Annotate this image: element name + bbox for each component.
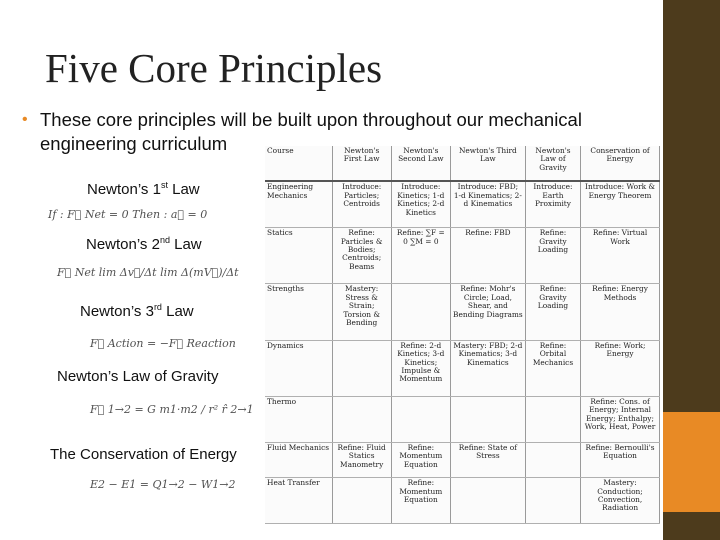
formula-energy: E2 − E1 = Q1→2 − W1→2 (90, 478, 236, 491)
table-header-cell: Newton's First Law (332, 146, 391, 181)
table-header-cell: Conservation of Energy (581, 146, 660, 181)
table-row (265, 181, 660, 227)
table-cell: Thermo (265, 397, 332, 443)
table-cell: Mastery: Conduction; Convection, Radiation (581, 478, 660, 524)
table-cell: Introduce: Kinetics; 1-d Kinetics; 2-d Kinetics (391, 181, 450, 227)
table-cell (450, 397, 525, 443)
table-cell: Refine: Momentum Equation (391, 478, 450, 524)
table-cell: Strengths (265, 284, 332, 340)
table-row (265, 478, 660, 524)
table-cell: Refine: FBD (450, 228, 525, 284)
table-cell: Refine: Orbital Mechanics (525, 340, 580, 396)
table-row (265, 284, 660, 340)
table-cell: Statics (265, 228, 332, 284)
table-cell: Refine: Gravity Loading (525, 284, 580, 340)
table-cell: Refine: State of Stress (450, 442, 525, 477)
table-cell: Refine: Bernoulli's Equation (581, 442, 660, 477)
table-cell (525, 442, 580, 477)
table-cell: Introduce: FBD; 1-d Kinematics; 2-d Kinematics (450, 181, 525, 227)
table-header-cell: Newton's Law of Gravity (525, 146, 580, 181)
table-cell: Refine: Fluid Statics Manometry (332, 442, 391, 477)
law-energy: The Conservation of Energy (50, 446, 237, 463)
table-row (265, 442, 660, 477)
table-cell (332, 340, 391, 396)
table-header-cell: Newton's Second Law (391, 146, 450, 181)
accent-block (663, 412, 720, 512)
table-cell (391, 284, 450, 340)
table-cell: Refine: Mohr's Circle; Load, Shear, and Bending Diagrams (450, 284, 525, 340)
table-cell: Introduce: Earth Proximity (525, 181, 580, 227)
bullet-text: These core principles will be built upon throughout our mechanical engineering curriculum (40, 109, 582, 154)
table-cell (525, 478, 580, 524)
table-cell: Mastery: FBD; 2-d Kinematics; 3-d Kinematics (450, 340, 525, 396)
formula-newton-3: F⃗ Action = −F⃗ Reaction (90, 337, 236, 350)
law-gravity: Newton’s Law of Gravity (57, 368, 219, 385)
table-cell (332, 397, 391, 443)
table-cell (450, 478, 525, 524)
table-cell: Introduce: Particles; Centroids (332, 181, 391, 227)
table-header-cell: Newton's Third Law (450, 146, 525, 181)
table-cell (391, 397, 450, 443)
table-cell: Fluid Mechanics (265, 442, 332, 477)
formula-gravity: F⃗ 1→2 = G m1·m2 / r² r̂ 2→1 (90, 403, 254, 416)
slide-title: Five Core Principles (45, 45, 383, 91)
table-row (265, 397, 660, 443)
table-cell: Refine: Virtual Work (581, 228, 660, 284)
table-row (265, 340, 660, 396)
bullet-icon: • (22, 111, 28, 128)
table-row (265, 228, 660, 284)
table-cell: Refine: Work; Energy (581, 340, 660, 396)
law-newton-2: Newton’s 2nd Law (86, 235, 202, 253)
table-cell: Heat Transfer (265, 478, 332, 524)
formula-newton-1: If : F⃗ Net = 0 Then : a⃗ = 0 (48, 208, 208, 221)
table-cell: Refine: Particles & Bodies; Centroids; Beams (332, 228, 391, 284)
table-cell: Refine: Energy Methods (581, 284, 660, 340)
table-cell: Introduce: Work & Energy Theorem (581, 181, 660, 227)
table-cell: Refine: Cons. of Energy; Internal Energy; Enthalpy; Work, Heat, Power (581, 397, 660, 443)
table-header-row (265, 146, 660, 181)
formula-newton-2: F⃗ Net lim Δv⃗/Δt lim Δ(mV⃗)/Δt (57, 266, 239, 279)
table-cell: Dynamics (265, 340, 332, 396)
table-cell: Engineering Mechanics (265, 181, 332, 227)
law-newton-3: Newton’s 3rd Law (80, 302, 194, 320)
law-newton-1: Newton’s 1st Law (87, 180, 200, 198)
table-cell (332, 478, 391, 524)
table-cell: Refine: Momentum Equation (391, 442, 450, 477)
table-cell: Refine: ∑F = 0 ∑M = 0 (391, 228, 450, 284)
principles-table (265, 146, 660, 524)
table-header-cell: Course (265, 146, 332, 181)
table-cell: Refine: 2-d Kinetics; 3-d Kinetics; Impulse & Momentum (391, 340, 450, 396)
table-cell: Refine: Gravity Loading (525, 228, 580, 284)
table-cell: Mastery: Stress & Strain; Torsion & Bending (332, 284, 391, 340)
table-cell (525, 397, 580, 443)
